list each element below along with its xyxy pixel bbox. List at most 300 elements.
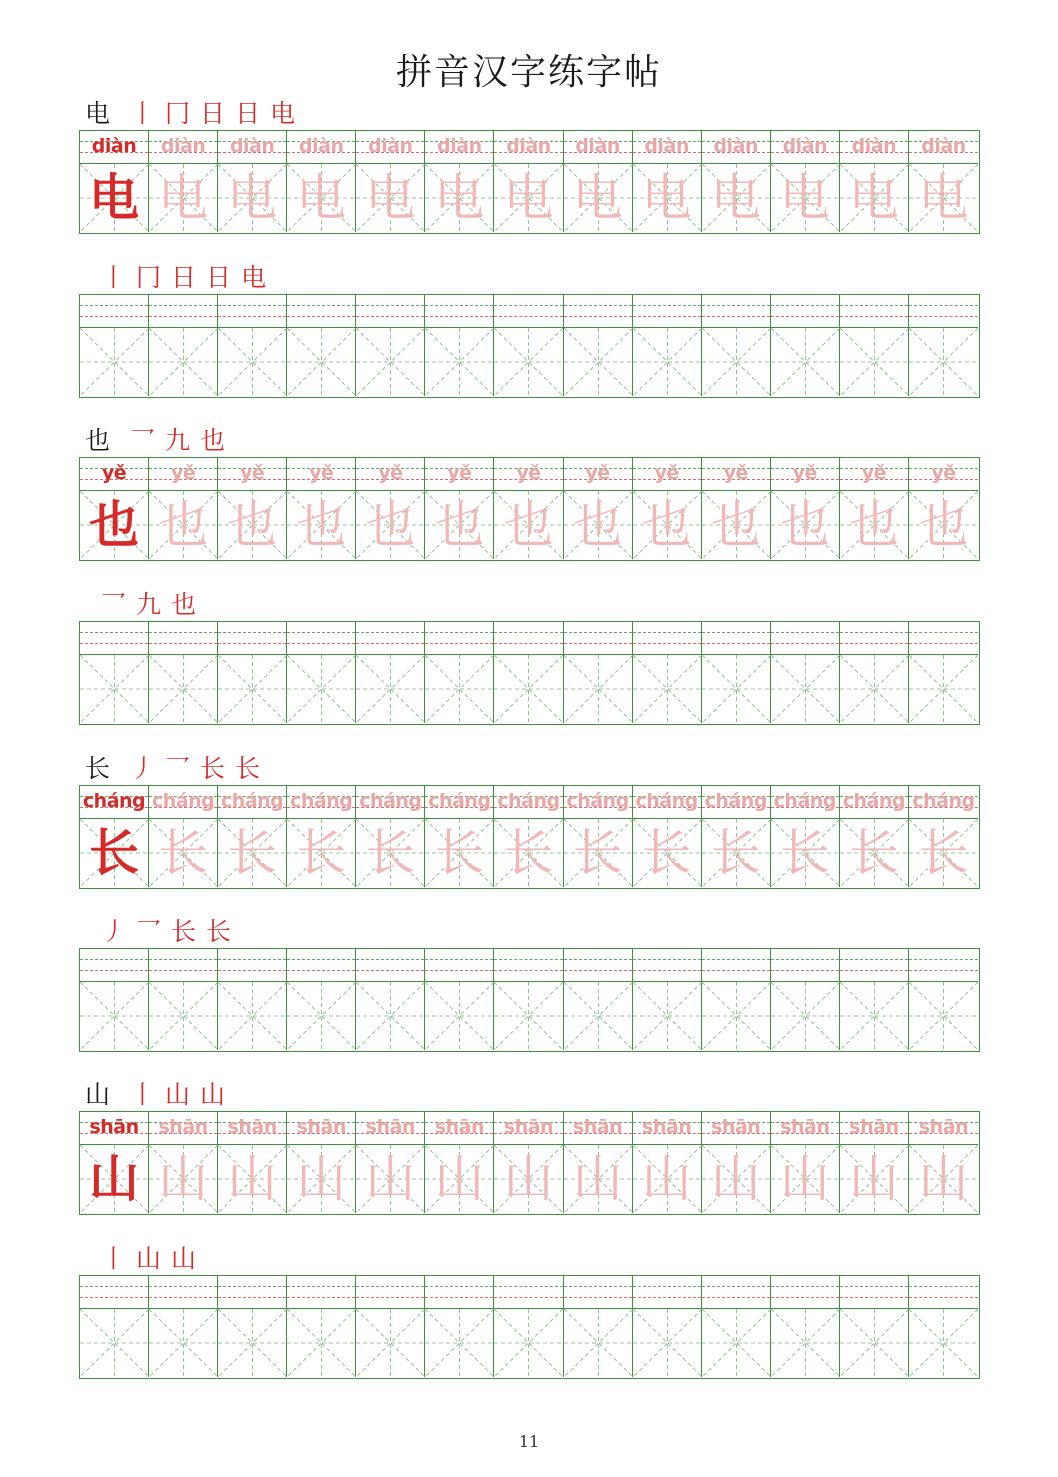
- tian-zi-box: [564, 655, 632, 723]
- writing-cell[interactable]: [425, 458, 494, 559]
- writing-cell[interactable]: [633, 295, 702, 396]
- pinyin-lines: [149, 622, 217, 655]
- writing-cell[interactable]: [494, 786, 563, 887]
- writing-cell[interactable]: [287, 295, 356, 396]
- pinyin-trace: shān: [849, 1116, 899, 1138]
- stroke-step: 也: [171, 590, 197, 619]
- tian-grid-guides: [80, 655, 149, 723]
- writing-cell[interactable]: [149, 131, 218, 232]
- tian-grid-guides: [771, 982, 840, 1050]
- writing-cell[interactable]: [287, 458, 356, 559]
- writing-cell[interactable]: [149, 622, 218, 723]
- writing-cell[interactable]: [702, 1276, 771, 1377]
- tian-zi-box: [909, 655, 978, 723]
- tian-grid-guides: [909, 982, 978, 1050]
- writing-cell[interactable]: [702, 131, 771, 232]
- writing-cell[interactable]: [909, 458, 978, 559]
- stroke-step: 日: [235, 99, 261, 128]
- writing-cell[interactable]: [633, 786, 702, 887]
- pinyin-trace: shān: [296, 1116, 346, 1138]
- pinyin-trace: cháng: [428, 790, 491, 812]
- pinyin-lines: [909, 1276, 978, 1309]
- tian-grid-guides: [633, 1309, 702, 1377]
- tian-zi-box: [218, 655, 286, 723]
- writing-cell[interactable]: [909, 295, 978, 396]
- pinyin-lines: [702, 1276, 770, 1309]
- writing-cell[interactable]: [633, 622, 702, 723]
- stroke-order-header: [79, 417, 980, 453]
- stroke-step: 山: [165, 1080, 191, 1109]
- pinyin-lines: [633, 1276, 701, 1309]
- writing-cell[interactable]: [356, 1276, 425, 1377]
- writing-cell[interactable]: [909, 1276, 978, 1377]
- tian-zi-box: [218, 982, 286, 1050]
- practice-grid: [79, 948, 980, 1052]
- writing-cell[interactable]: [840, 622, 909, 723]
- pinyin-trace: yě: [792, 462, 817, 484]
- writing-cell[interactable]: [425, 131, 494, 232]
- stroke-step: 山: [200, 1080, 226, 1109]
- writing-cell[interactable]: [218, 622, 287, 723]
- stroke-order-practice-header: [79, 254, 980, 290]
- pinyin-lines: [494, 949, 562, 982]
- tracing-grid: [79, 785, 980, 889]
- writing-cell[interactable]: [425, 622, 494, 723]
- writing-cell[interactable]: [909, 786, 978, 887]
- character-trace: 长: [918, 824, 969, 882]
- writing-cell[interactable]: [425, 786, 494, 887]
- writing-cell[interactable]: [840, 295, 909, 396]
- tian-grid-guides: [149, 982, 218, 1050]
- tian-grid-guides: [425, 328, 494, 396]
- writing-cell[interactable]: [909, 949, 978, 1050]
- pinyin-lines: [356, 295, 424, 328]
- stroke-step: 乛: [130, 426, 156, 455]
- character-trace: 也: [296, 496, 347, 554]
- pinyin-lines: [633, 295, 701, 328]
- writing-cell[interactable]: [287, 622, 356, 723]
- pinyin-lines: [218, 949, 286, 982]
- tian-zi-box: [633, 1309, 701, 1377]
- character-trace: 电: [710, 169, 761, 227]
- tian-grid-guides: [633, 982, 702, 1050]
- tracing-block: [79, 745, 980, 889]
- writing-cell[interactable]: [909, 131, 978, 232]
- writing-cell[interactable]: [287, 131, 356, 232]
- writing-cell[interactable]: [702, 295, 771, 396]
- character-model: 电: [89, 168, 140, 227]
- tian-grid-guides: [840, 655, 909, 723]
- pinyin-lines: [287, 295, 355, 328]
- pinyin-lines: [80, 949, 148, 982]
- pinyin-lines: [80, 1276, 148, 1309]
- stroke-step: 乛: [136, 917, 162, 946]
- writing-cell[interactable]: [218, 1112, 287, 1213]
- pinyin-trace: cháng: [912, 790, 975, 812]
- writing-cell[interactable]: [840, 786, 909, 887]
- writing-cell[interactable]: [356, 131, 425, 232]
- pinyin-lines: [909, 295, 978, 328]
- tian-zi-box: [287, 655, 355, 723]
- pinyin-trace: cháng: [151, 790, 215, 812]
- tian-zi-box: [287, 982, 355, 1050]
- tian-zi-box: [564, 328, 632, 396]
- writing-cell[interactable]: [840, 949, 909, 1050]
- tian-grid-guides: [909, 328, 978, 396]
- pinyin-lines: [702, 949, 770, 982]
- practice-grid: [79, 1275, 980, 1379]
- character-trace: 山: [434, 1150, 485, 1208]
- writing-cell[interactable]: [287, 949, 356, 1050]
- character-trace: 电: [779, 169, 830, 227]
- writing-cell[interactable]: [218, 458, 287, 559]
- pinyin-lines: [494, 622, 562, 655]
- pinyin-trace: shān: [434, 1116, 484, 1138]
- writing-cell[interactable]: [80, 949, 149, 1050]
- tian-zi-box: [80, 982, 148, 1050]
- pinyin-trace: diàn: [160, 135, 206, 157]
- writing-cell[interactable]: [564, 131, 633, 232]
- writing-cell[interactable]: [702, 622, 771, 723]
- character-trace: 电: [848, 169, 899, 227]
- writing-cell[interactable]: [425, 1276, 494, 1377]
- tian-grid-guides: [425, 982, 494, 1050]
- pinyin-trace: diàn: [644, 135, 689, 157]
- character-trace: 长: [158, 824, 209, 882]
- stroke-step: 电: [270, 99, 296, 128]
- writing-cell[interactable]: [149, 949, 218, 1050]
- tian-zi-box: [909, 328, 978, 396]
- tian-grid-guides: [218, 982, 287, 1050]
- writing-cell[interactable]: [494, 1112, 563, 1213]
- stroke-step: 长: [171, 917, 197, 946]
- tian-grid-guides: [840, 982, 909, 1050]
- character-trace: 山: [641, 1150, 692, 1208]
- writing-cell[interactable]: [564, 622, 633, 723]
- pinyin-lines: [287, 622, 355, 655]
- pinyin-lines: [909, 622, 978, 655]
- pinyin-lines: [287, 949, 355, 982]
- stroke-step: 丨: [130, 1080, 156, 1109]
- character-trace: 长: [572, 824, 623, 882]
- writing-cell[interactable]: [494, 1276, 563, 1377]
- pinyin-model: cháng: [82, 790, 146, 812]
- writing-cell[interactable]: [771, 1112, 840, 1213]
- writing-cell[interactable]: [564, 786, 633, 887]
- tian-grid-guides: [702, 1309, 771, 1377]
- character-trace: 也: [227, 496, 278, 554]
- writing-cell[interactable]: [564, 295, 633, 396]
- stroke-step: 电: [241, 263, 267, 292]
- tian-zi-box: [287, 1309, 355, 1377]
- writing-cell[interactable]: [771, 786, 840, 887]
- stroke-step: 日: [171, 263, 197, 292]
- writing-cell[interactable]: [287, 786, 356, 887]
- writing-cell[interactable]: [80, 295, 149, 396]
- pinyin-lines: [702, 622, 770, 655]
- writing-cell[interactable]: [80, 786, 149, 887]
- pinyin-trace: diàn: [437, 135, 482, 157]
- tian-zi-box: [702, 655, 770, 723]
- writing-cell[interactable]: [564, 949, 633, 1050]
- writing-cell[interactable]: [633, 949, 702, 1050]
- writing-cell[interactable]: [771, 622, 840, 723]
- pinyin-trace: yě: [170, 462, 196, 484]
- writing-cell[interactable]: [80, 458, 149, 559]
- practice-grid: [79, 621, 980, 725]
- character-trace: 也: [158, 496, 209, 554]
- stroke-step: 长: [200, 754, 226, 783]
- writing-cell[interactable]: [80, 1276, 149, 1377]
- tian-zi-box: [218, 328, 286, 396]
- pinyin-lines: [840, 295, 908, 328]
- writing-cell[interactable]: [564, 1276, 633, 1377]
- pinyin-lines: [564, 622, 632, 655]
- writing-cell[interactable]: [425, 1112, 494, 1213]
- writing-cell[interactable]: [702, 458, 771, 559]
- pinyin-trace: diàn: [713, 135, 758, 157]
- pinyin-trace: cháng: [566, 790, 629, 812]
- tian-zi-box: [771, 982, 839, 1050]
- writing-cell[interactable]: [80, 622, 149, 723]
- tian-zi-box: [771, 328, 839, 396]
- character-model: 也: [89, 495, 140, 554]
- writing-cell[interactable]: [356, 949, 425, 1050]
- pinyin-trace: yě: [931, 462, 956, 484]
- character-trace: 也: [918, 496, 969, 554]
- tian-zi-box: [702, 982, 770, 1050]
- writing-cell[interactable]: [564, 1112, 633, 1213]
- writing-cell[interactable]: [494, 458, 563, 559]
- writing-cell[interactable]: [425, 949, 494, 1050]
- tian-zi-box: [840, 655, 908, 723]
- writing-cell[interactable]: [356, 295, 425, 396]
- stroke-step: 山: [171, 1244, 197, 1273]
- writing-cell[interactable]: [218, 131, 287, 232]
- tian-grid-guides: [702, 655, 771, 723]
- tian-zi-box: [494, 982, 562, 1050]
- character-trace: 长: [365, 824, 416, 882]
- stroke-order-header: [79, 90, 980, 126]
- pinyin-trace: cháng: [497, 790, 560, 812]
- tian-zi-box: [494, 1309, 562, 1377]
- character-trace: 也: [572, 496, 623, 554]
- writing-cell[interactable]: [771, 949, 840, 1050]
- tian-grid-guides: [149, 1309, 218, 1377]
- pinyin-lines: [909, 949, 978, 982]
- writing-cell[interactable]: [633, 131, 702, 232]
- pinyin-trace: yě: [654, 462, 679, 484]
- writing-cell[interactable]: [633, 1276, 702, 1377]
- tian-zi-box: [425, 328, 493, 396]
- writing-cell[interactable]: [356, 458, 425, 559]
- writing-cell[interactable]: [218, 949, 287, 1050]
- pinyin-lines: [564, 1276, 632, 1309]
- writing-cell[interactable]: [564, 458, 633, 559]
- character-trace: 山: [779, 1150, 830, 1208]
- tian-zi-box: [425, 1309, 493, 1377]
- tian-zi-box: [218, 1309, 286, 1377]
- writing-cell[interactable]: [149, 295, 218, 396]
- pinyin-trace: diàn: [575, 135, 620, 157]
- writing-cell[interactable]: [149, 458, 218, 559]
- tian-zi-box: [840, 328, 908, 396]
- pinyin-trace: shān: [572, 1116, 623, 1138]
- writing-cell[interactable]: [218, 786, 287, 887]
- tian-zi-box: [564, 982, 632, 1050]
- pinyin-lines: [218, 1276, 286, 1309]
- pinyin-trace: diàn: [229, 135, 275, 157]
- tian-grid-guides: [80, 982, 149, 1050]
- practice-grid: [79, 294, 980, 398]
- writing-cell[interactable]: [287, 1112, 356, 1213]
- pinyin-model: shān: [89, 1116, 139, 1138]
- stroke-order-header: [79, 745, 980, 781]
- tian-zi-box: [702, 1309, 770, 1377]
- pinyin-trace: shān: [227, 1116, 277, 1138]
- writing-cell[interactable]: [218, 295, 287, 396]
- tian-zi-box: [149, 982, 217, 1050]
- pinyin-lines: [80, 622, 148, 655]
- tian-grid-guides: [218, 655, 287, 723]
- writing-cell[interactable]: [494, 949, 563, 1050]
- writing-cell[interactable]: [149, 786, 218, 887]
- writing-cell[interactable]: [356, 786, 425, 887]
- pinyin-lines: [840, 949, 908, 982]
- pinyin-trace: shān: [503, 1116, 554, 1138]
- character-trace: 也: [434, 496, 485, 554]
- stroke-step: 日: [200, 99, 226, 128]
- tian-grid-guides: [149, 328, 218, 396]
- character-trace: 电: [158, 169, 209, 227]
- stroke-step: 丿: [130, 754, 156, 783]
- tian-grid-guides: [356, 655, 425, 723]
- tian-zi-box: [702, 328, 770, 396]
- writing-cell[interactable]: [287, 1276, 356, 1377]
- tian-grid-guides: [564, 1309, 633, 1377]
- stroke-step: 日: [206, 263, 232, 292]
- pinyin-lines: [425, 622, 493, 655]
- tian-zi-box: [80, 1309, 148, 1377]
- tian-zi-box: [425, 655, 493, 723]
- writing-cell[interactable]: [633, 458, 702, 559]
- tian-grid-guides: [702, 328, 771, 396]
- tian-grid-guides: [287, 982, 356, 1050]
- writing-cell[interactable]: [909, 1112, 978, 1213]
- tian-grid-guides: [80, 328, 149, 396]
- tian-grid-guides: [356, 328, 425, 396]
- pinyin-lines: [564, 295, 632, 328]
- tian-zi-box: [633, 655, 701, 723]
- writing-cell[interactable]: [149, 1112, 218, 1213]
- pinyin-lines: [218, 622, 286, 655]
- stroke-step: 九: [136, 590, 162, 619]
- tian-zi-box: [771, 655, 839, 723]
- practice-block: [79, 254, 980, 398]
- pinyin-trace: yě: [240, 462, 265, 484]
- writing-cell[interactable]: [840, 1112, 909, 1213]
- tian-zi-box: [909, 1309, 978, 1377]
- pinyin-trace: shān: [642, 1116, 692, 1138]
- tian-zi-box: [633, 328, 701, 396]
- pinyin-trace: cháng: [704, 790, 767, 812]
- stroke-step: 丨: [101, 1244, 127, 1273]
- pinyin-trace: shān: [158, 1116, 208, 1138]
- writing-cell[interactable]: [840, 458, 909, 559]
- writing-cell[interactable]: [218, 1276, 287, 1377]
- writing-cell[interactable]: [356, 622, 425, 723]
- writing-cell[interactable]: [771, 131, 840, 232]
- tian-grid-guides: [771, 1309, 840, 1377]
- tian-grid-guides: [771, 328, 840, 396]
- stroke-order-practice-header: [79, 1235, 980, 1271]
- character-trace: 长: [296, 824, 347, 882]
- pinyin-lines: [149, 949, 217, 982]
- writing-cell[interactable]: [633, 1112, 702, 1213]
- character-model: 山: [89, 1149, 140, 1208]
- writing-cell[interactable]: [356, 1112, 425, 1213]
- stroke-step: 乛: [101, 590, 127, 619]
- stroke-order-practice-header: [79, 908, 980, 944]
- pinyin-trace: diàn: [506, 135, 551, 157]
- writing-cell[interactable]: [494, 295, 563, 396]
- writing-cell[interactable]: [149, 1276, 218, 1377]
- practice-block: [79, 908, 980, 1052]
- tracing-grid: [79, 130, 980, 234]
- writing-cell[interactable]: [909, 622, 978, 723]
- stroke-step: 冂: [165, 99, 191, 128]
- writing-cell[interactable]: [80, 1112, 149, 1213]
- writing-cell[interactable]: [840, 131, 909, 232]
- writing-cell[interactable]: [494, 131, 563, 232]
- character-trace: 也: [641, 496, 692, 554]
- pinyin-lines: [356, 949, 424, 982]
- pinyin-lines: [149, 295, 217, 328]
- tian-grid-guides: [564, 655, 633, 723]
- writing-cell[interactable]: [840, 1276, 909, 1377]
- writing-cell[interactable]: [771, 295, 840, 396]
- character-trace: 电: [503, 169, 554, 227]
- tian-grid-guides: [702, 982, 771, 1050]
- writing-cell[interactable]: [702, 1112, 771, 1213]
- character-trace: 山: [572, 1150, 623, 1208]
- pinyin-lines: [633, 949, 701, 982]
- writing-cell[interactable]: [80, 131, 149, 232]
- page-title: 拼音汉字练字帖: [395, 52, 662, 93]
- tian-grid-guides: [287, 328, 356, 396]
- writing-cell[interactable]: [702, 949, 771, 1050]
- character-trace: 也: [503, 496, 554, 554]
- pinyin-lines: [702, 295, 770, 328]
- pinyin-lines: [771, 949, 839, 982]
- stroke-step: 也: [200, 426, 226, 455]
- writing-cell[interactable]: [771, 1276, 840, 1377]
- tian-grid-guides: [633, 655, 702, 723]
- pinyin-lines: [633, 622, 701, 655]
- tian-zi-box: [494, 655, 562, 723]
- stroke-order-practice-header: [79, 581, 980, 617]
- writing-cell[interactable]: [494, 622, 563, 723]
- writing-cell[interactable]: [425, 295, 494, 396]
- pinyin-lines: [494, 295, 562, 328]
- character-trace: 也: [710, 496, 761, 554]
- pinyin-trace: cháng: [290, 790, 353, 812]
- pinyin-lines: [840, 622, 908, 655]
- character-trace: 山: [365, 1150, 416, 1208]
- writing-cell[interactable]: [771, 458, 840, 559]
- writing-cell[interactable]: [702, 786, 771, 887]
- tian-zi-box: [356, 655, 424, 723]
